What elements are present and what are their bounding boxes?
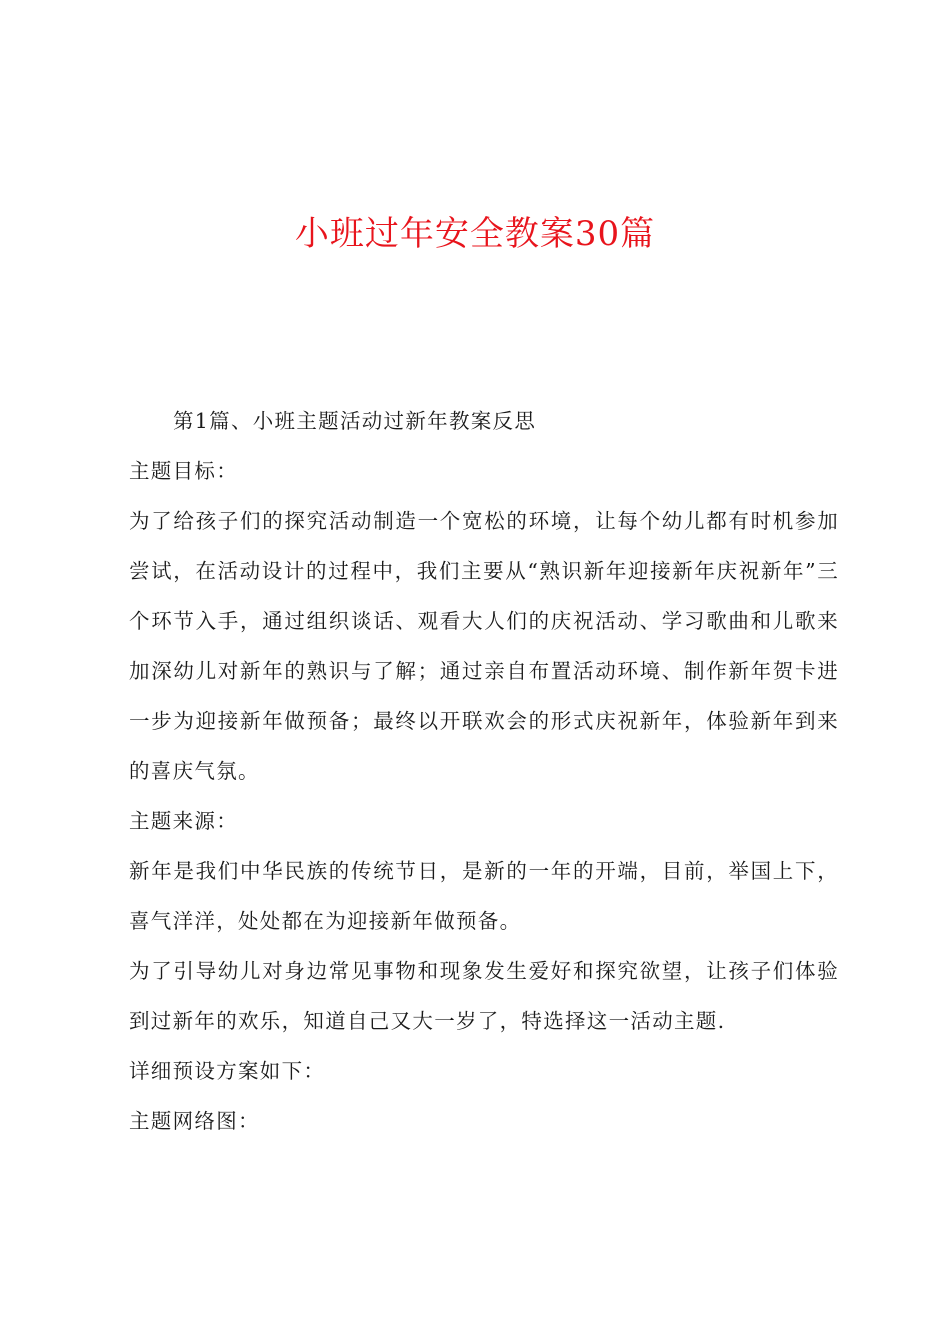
document-body bbox=[129, 396, 839, 1146]
paragraph-theme-source: 新年是我们中华民族的传统节日，是新的一年的开端，目前，举国上下，喜气洋洋，处处都在为迎接新年做预备。 bbox=[129, 859, 839, 933]
subheading-network-diagram: 主题网络图： bbox=[129, 1109, 260, 1133]
document-title: 小班过年安全教案30篇 bbox=[294, 214, 656, 254]
subheading-plan: 详细预设方案如下： bbox=[129, 1059, 326, 1083]
subheading-theme-goal: 主题目标： bbox=[129, 459, 238, 483]
section-heading: 第1篇、小班主题活动过新年教案反思 bbox=[173, 409, 537, 433]
paragraph-purpose: 为了引导幼儿对身边常见事物和现象发生爱好和探究欲望，让孩子们体验到过新年的欢乐，知道自己又大一岁了，特选择这一活动主题. bbox=[129, 959, 839, 1033]
paragraph-theme-goal: 为了给孩子们的探究活动制造一个宽松的环境，让每个幼儿都有时机参加尝试，在活动设计的过程中，我们主要从“熟识新年迎接新年庆祝新年”三个环节入手，通过组织谈话、观看大人们的庆祝活动、学习歌曲和儿歌来加深幼儿对新年的熟识与了解；通过亲自布置活动环境、制作新年贺卡进一步为迎接新年做预备；最终以开联欢会的形式庆祝新年，体验新年到来的喜庆气氛。 bbox=[129, 509, 839, 783]
subheading-theme-source: 主题来源： bbox=[129, 809, 238, 833]
